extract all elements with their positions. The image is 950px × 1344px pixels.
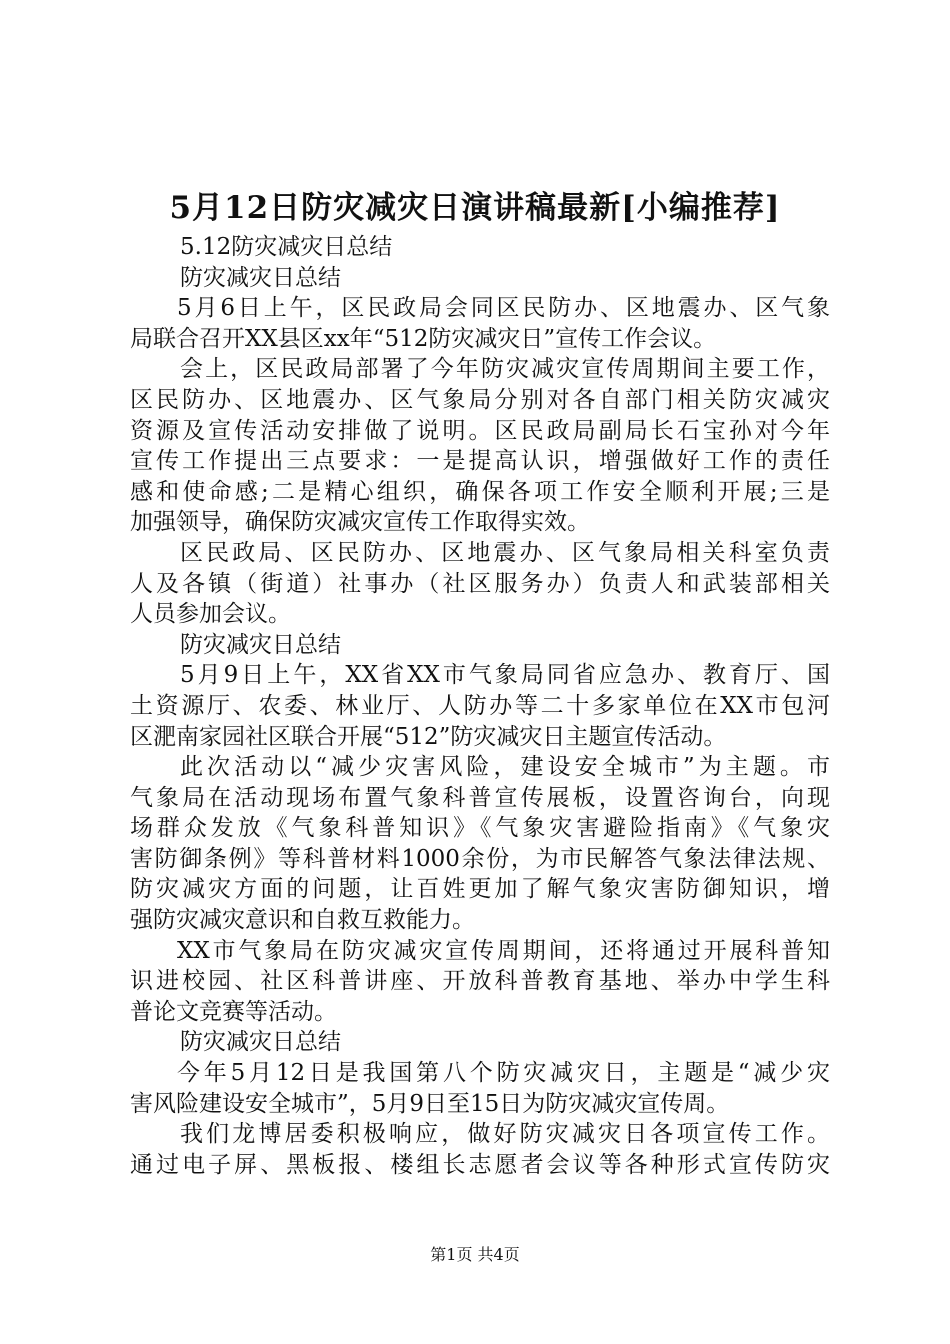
text-line: 人及各镇（街道）社事办（社区服务办）负责人和武装部相关 xyxy=(130,570,830,597)
text-line: 场群众发放《气象科普知识》《气象灾害避险指南》《气象灾 xyxy=(130,815,830,842)
text-line: 区淝南家园社区联合开展“512”防灾减灾日主题宣传活动。 xyxy=(130,723,727,750)
text-line: 强防灾减灾意识和自救互救能力。 xyxy=(130,907,475,934)
text-line: 加强领导，确保防灾减灾宣传工作取得实效。 xyxy=(130,509,590,536)
page-footer: 第1页 共4页 xyxy=(430,1245,520,1264)
text-line: 资源及宣传活动安排做了说明。区民政局副局长石宝孙对今年 xyxy=(130,417,830,444)
text-line: 局联合召开XX县区xx年“512防灾减灾日”宣传工作会议。 xyxy=(130,325,717,352)
text-line: 5.12防灾减灾日总结 xyxy=(180,234,393,260)
text-line: 今年5月12日是我国第八个防灾减灾日，主题是“减少灾 xyxy=(177,1060,830,1087)
text-line: XX市气象局在防灾减灾宣传周期间，还将通过开展科普知 xyxy=(177,937,830,964)
text-line: 气象局在活动现场布置气象科普宣传展板，设置咨询台，向现 xyxy=(130,784,830,811)
text-line: 5月9日上午，XX省XX市气象局同省应急办、教育厅、国 xyxy=(180,662,830,689)
text-line: 防灾减灾日总结 xyxy=(180,631,341,658)
text-line: 我们龙博居委积极响应，做好防灾减灾日各项宣传工作。 xyxy=(180,1121,830,1148)
text-line: 防灾减灾方面的问题，让百姓更加了解气象灾害防御知识，增 xyxy=(130,876,830,903)
text-line: 人员参加会议。 xyxy=(130,601,291,628)
text-line: 防灾减灾日总结 xyxy=(180,264,341,291)
text-line: 区民防办、区地震办、区气象局分别对各自部门相关防灾减灾 xyxy=(130,386,830,413)
text-line: 土资源厅、农委、林业厅、人防办等二十多家单位在XX市包河 xyxy=(130,692,830,719)
document-title: 5月12日防灾减灾日演讲稿最新[小编推荐] xyxy=(169,190,781,226)
text-line: 害风险建设安全城市”，5月9日至15日为防灾减灾宣传周。 xyxy=(130,1090,730,1117)
text-line: 防灾减灾日总结 xyxy=(180,1029,341,1056)
text-line: 感和使命感;二是精心组织，确保各项工作安全顺利开展;三是 xyxy=(130,478,830,505)
text-line: 会上，区民政局部署了今年防灾减灾宣传周期间主要工作， xyxy=(180,356,830,383)
text-line: 宣传工作提出三点要求：一是提高认识，增强做好工作的责任 xyxy=(130,448,830,475)
text-line: 通过电子屏、黑板报、楼组长志愿者会议等各种形式宣传防灾 xyxy=(130,1151,830,1178)
document-body xyxy=(130,232,830,1180)
text-line: 5月6日上午，区民政局会同区民防办、区地震办、区气象 xyxy=(177,295,830,322)
text-line: 害防御条例》等科普材料1000余份，为市民解答气象法律法规、 xyxy=(130,845,830,872)
text-line: 普论文竞赛等活动。 xyxy=(130,998,337,1025)
text-line: 此次活动以“减少灾害风险，建设安全城市”为主题。市 xyxy=(180,754,830,781)
text-line: 识进校园、社区科普讲座、开放科普教育基地、举办中学生科 xyxy=(130,968,830,995)
text-line: 区民政局、区民防办、区地震办、区气象局相关科室负责 xyxy=(180,539,830,566)
